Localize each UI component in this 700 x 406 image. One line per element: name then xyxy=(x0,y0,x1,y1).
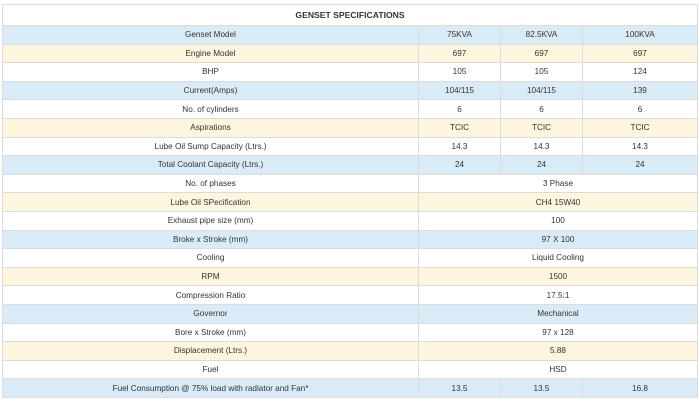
row-value: 104/115 xyxy=(501,81,583,100)
row-label: Aspirations xyxy=(3,118,419,137)
row-label: Broke x Stroke (mm) xyxy=(3,230,419,249)
table-row xyxy=(3,100,698,119)
table-row xyxy=(3,193,698,212)
table-row xyxy=(3,118,698,137)
row-value: 24 xyxy=(501,156,583,175)
row-label: BHP xyxy=(3,63,419,82)
table-row xyxy=(3,156,698,175)
row-label: Lube Oil SPecification xyxy=(3,193,419,212)
row-value: 139 xyxy=(583,81,698,100)
row-label: Engine Model xyxy=(3,44,419,63)
table-row xyxy=(3,342,698,361)
table-row xyxy=(3,81,698,100)
table-row xyxy=(3,323,698,342)
row-value-merged: CH4 15W40 xyxy=(419,193,698,212)
table-row xyxy=(3,174,698,193)
row-value-merged: HSD xyxy=(419,360,698,379)
row-label: RPM xyxy=(3,267,419,286)
row-label: Governor xyxy=(3,304,419,323)
row-label: Fuel Consumption @ 75% load with radiator and Fan* xyxy=(3,379,419,398)
row-label: Displacement (Ltrs.) xyxy=(3,342,419,361)
table-row xyxy=(3,379,698,398)
row-label: Bore x Stroke (mm) xyxy=(3,323,419,342)
row-label: Compression Ratio xyxy=(3,286,419,305)
table-row xyxy=(3,286,698,305)
table-row xyxy=(3,63,698,82)
row-label: Total Coolant Capacity (Ltrs.) xyxy=(3,156,419,175)
row-value: 24 xyxy=(419,156,501,175)
header-label: Genset Model xyxy=(3,26,419,45)
table-row xyxy=(3,360,698,379)
row-value: 14.3 xyxy=(501,137,583,156)
table-row xyxy=(3,44,698,63)
row-value-merged: Liquid Cooling xyxy=(419,249,698,268)
row-value: 6 xyxy=(501,100,583,119)
table-row xyxy=(3,267,698,286)
row-value: TCIC xyxy=(583,118,698,137)
row-label: No. of cylinders xyxy=(3,100,419,119)
row-value: TCIC xyxy=(419,118,501,137)
row-value: 105 xyxy=(501,63,583,82)
row-value-merged: Mechanical xyxy=(419,304,698,323)
row-value-merged: 97 X 100 xyxy=(419,230,698,249)
row-value: 6 xyxy=(583,100,698,119)
row-value: 697 xyxy=(583,44,698,63)
row-label: Fuel xyxy=(3,360,419,379)
row-value-merged: 1500 xyxy=(419,267,698,286)
row-value-merged: 5.88 xyxy=(419,342,698,361)
row-value: 104/115 xyxy=(419,81,501,100)
row-value: 14.3 xyxy=(419,137,501,156)
row-label: No. of phases xyxy=(3,174,419,193)
table-row xyxy=(3,304,698,323)
row-value-merged: 3 Phase xyxy=(419,174,698,193)
row-value: 697 xyxy=(501,44,583,63)
row-value: TCIC xyxy=(501,118,583,137)
row-value: 24 xyxy=(583,156,698,175)
row-value-merged: 100 xyxy=(419,211,698,230)
row-value: 697 xyxy=(419,44,501,63)
row-value: 16.8 xyxy=(583,379,698,398)
model-82-5kva: 82.5KVA xyxy=(501,26,583,45)
row-value-merged: 97 x 128 xyxy=(419,323,698,342)
row-value: 13.5 xyxy=(501,379,583,398)
table-row xyxy=(3,230,698,249)
genset-spec-table xyxy=(2,4,698,398)
header-row xyxy=(3,26,698,45)
genset-spec-container xyxy=(2,4,697,398)
table-row xyxy=(3,137,698,156)
row-value: 13.5 xyxy=(419,379,501,398)
row-label: Exhaust pipe size (mm) xyxy=(3,211,419,230)
row-value: 124 xyxy=(583,63,698,82)
row-value: 14.3 xyxy=(583,137,698,156)
row-label: Lube Oil Sump Capacity (Ltrs.) xyxy=(3,137,419,156)
row-label: Current(Amps) xyxy=(3,81,419,100)
model-75kva: 75KVA xyxy=(419,26,501,45)
row-value: 6 xyxy=(419,100,501,119)
table-row xyxy=(3,249,698,268)
row-value-merged: 17.5:1 xyxy=(419,286,698,305)
table-title: GENSET SPECIFICATIONS xyxy=(3,5,698,26)
model-100kva: 100KVA xyxy=(583,26,698,45)
row-value: 105 xyxy=(419,63,501,82)
row-label: Cooling xyxy=(3,249,419,268)
table-row xyxy=(3,211,698,230)
